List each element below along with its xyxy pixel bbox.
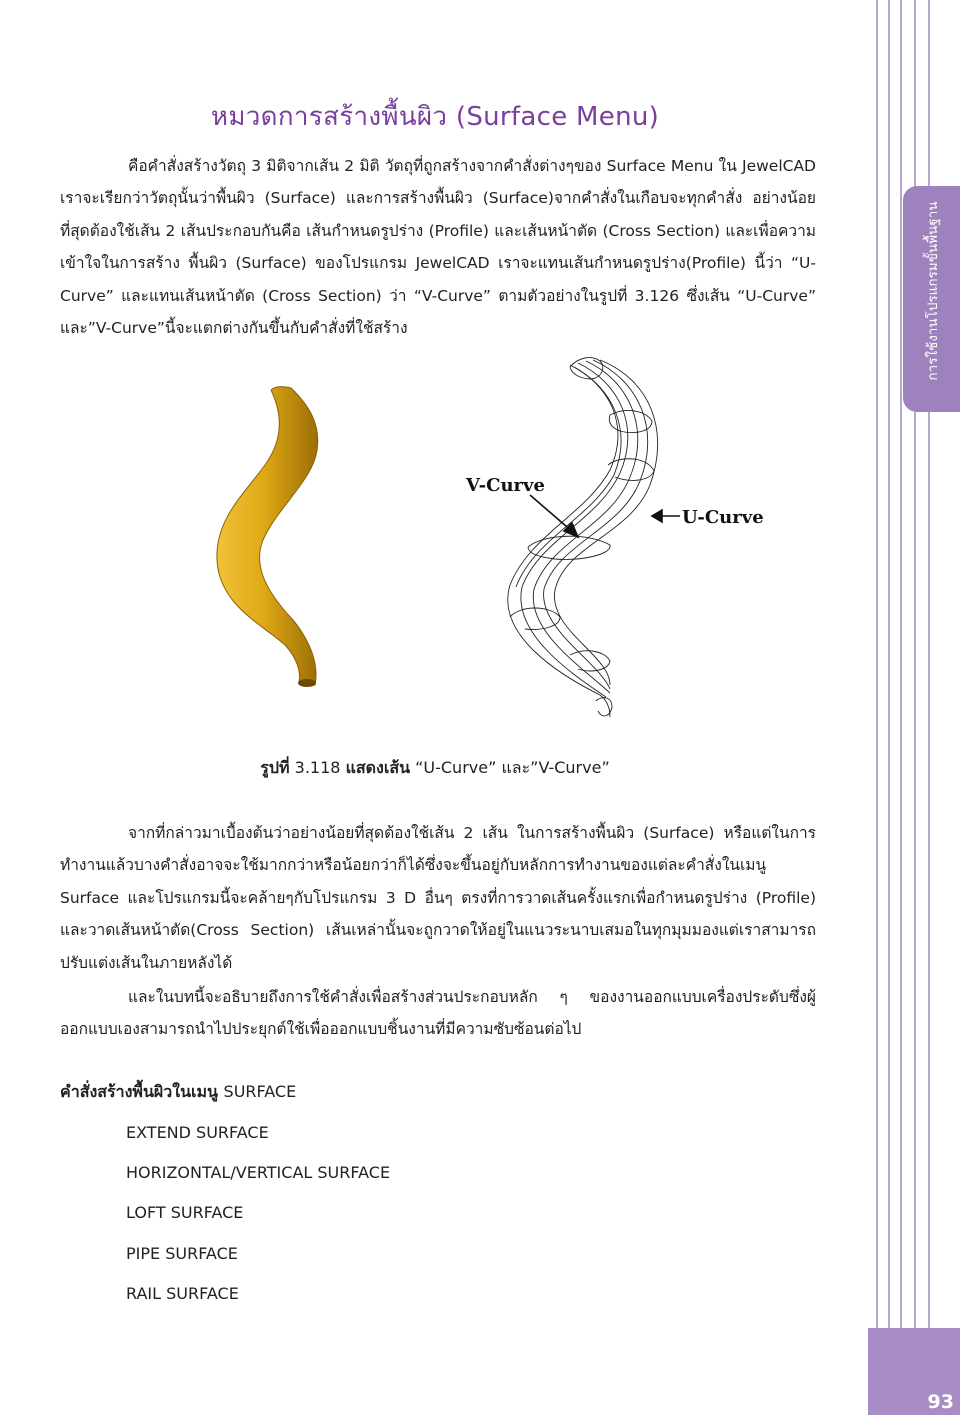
page-title: หมวดการสร้างพื้นผิว (Surface Menu) [210, 102, 660, 132]
surface-command-item: PIPE SURFACE [126, 1243, 238, 1263]
wire-v-6 [570, 651, 610, 671]
figure-caption [0, 756, 870, 781]
body-paragraph-3 [60, 981, 816, 1046]
body-paragraph-2-text: จากที่กล่าวมาเบื้องต้นว่าอย่างน้อยที่สุดต้องใช้เส้น 2 เส้น ในการสร้างพื้นผิว (Surface) หรือแต่ในการทำงานแล้วบางคำสั่งอาจจะใช้มากกว่าหรือน้อยกว่าก็ได้ซึ่งจะขึ้นอยู่กับหลักการทำงานของแต่ละคำสั่งในเมนู Surface และโปรแกรมนี้จะคล้ายๆกับโปรแกรม 3 D อื่นๆ ตรงที่การวาดเส้นครั้งแรกเพื่อกำหนดรูปร่าง (Profile) และวาดเส้นหน้าตัด(Cross Section) เส้นเหล่านั้นจะถูกวาดให้อยู่ในแนวระนาบเสมอในทุกมุมมองแต่เราสามารถปรับแต่งเส้นในภายหลังได้ [60, 824, 816, 972]
page-number: 93 [927, 1391, 954, 1413]
surface-menu-heading [60, 1080, 296, 1105]
edge-rule-1 [876, 0, 878, 1415]
edge-rule-2 [888, 0, 890, 1415]
u-curve-label: U-Curve [682, 507, 764, 528]
wireframe-surface-figure [460, 355, 790, 730]
wire-outline-right [554, 360, 657, 685]
surface-command-item: RAIL SURFACE [126, 1283, 239, 1303]
chapter-side-tab-label: การใช้งานโปรแกรมขั้นพื้นฐาน [925, 201, 941, 381]
edge-rule-3 [900, 0, 902, 1415]
chapter-side-tab [903, 186, 960, 412]
body-paragraph-3-text: และในบทนี้จะอธิบายถึงการใช้คำสั่งเพื่อสร้างส่วนประกอบหลัก ๆ ของงานออกแบบเครื่องประดับซึ่งผู้ออกแบบเองสามารถนำไปประยุกต์ใช้เพื่อออกแบบชิ้นงานที่มีความซับซ้อนต่อไป [60, 988, 816, 1039]
wire-v-4 [528, 536, 610, 559]
surface-command-item: LOFT SURFACE [126, 1203, 244, 1223]
caption-label-2: แสดงเส้น [345, 758, 411, 777]
surface-command-item: HORIZONTAL/VERTICAL SURFACE [126, 1163, 391, 1183]
wire-v-7 [596, 698, 612, 716]
solid-surface-end-cap [298, 679, 316, 687]
solid-surface-figure [205, 380, 345, 700]
intro-paragraph-text: คือคำสั่งสร้างวัตถุ 3 มิติจากเส้น 2 มิติ วัตถุที่ถูกสร้างจากคำสั่งต่างๆของ Surface Menu ใน JewelCAD เราจะเรียกว่าวัตถุนั้นว่าพื้นผิว (Surface) และการสร้างพื้นผิว (Surface)จากคำสั่งในเกือบจะทุกคำสั่ง อย่างน้อยที่สุดต้องใช้เส้น 2 เส้นประกอบกันคือ เส้นกำหนดรูปร่าง (Profile) และเส้นหน้าตัด (Cross Section) และเพื่อความเข้าใจในการสร้าง พื้นผิว (Surface) ของโปรแกรม JewelCAD เราจะแทนเส้นกำหนดรูปร่าง(Profile) นี้ว่า “U-Curve” และแทนเส้นหน้าตัด (Cross Section) ว่า “V-Curve” ตามตัวอย่างในรูปที่ 3.126 ซึ่งเส้น “U-Curve” และ”V-Curve”นี้จะแตกต่างกันขึ้นกับคำสั่งที่ใช้สร้าง [60, 157, 816, 338]
caption-label: รูปที่ [260, 758, 290, 777]
solid-surface-shape [217, 387, 318, 685]
wire-v-3 [608, 459, 654, 481]
surface-command-item: EXTEND SURFACE [126, 1123, 269, 1142]
v-curve-label: V-Curve [466, 475, 545, 496]
caption-text: “U-Curve” และ”V-Curve” [415, 758, 610, 777]
intro-paragraph [60, 150, 816, 344]
surface-menu-heading-thai: คำสั่งสร้างพื้นผิวในเมนู [60, 1082, 218, 1101]
surface-command-list [126, 1122, 390, 1323]
body-paragraph-2 [60, 817, 816, 979]
caption-number: 3.118 [294, 758, 341, 777]
u-curve-arrow-head [652, 510, 662, 522]
page-number-box [868, 1328, 960, 1415]
surface-menu-heading-en: SURFACE [223, 1082, 297, 1101]
